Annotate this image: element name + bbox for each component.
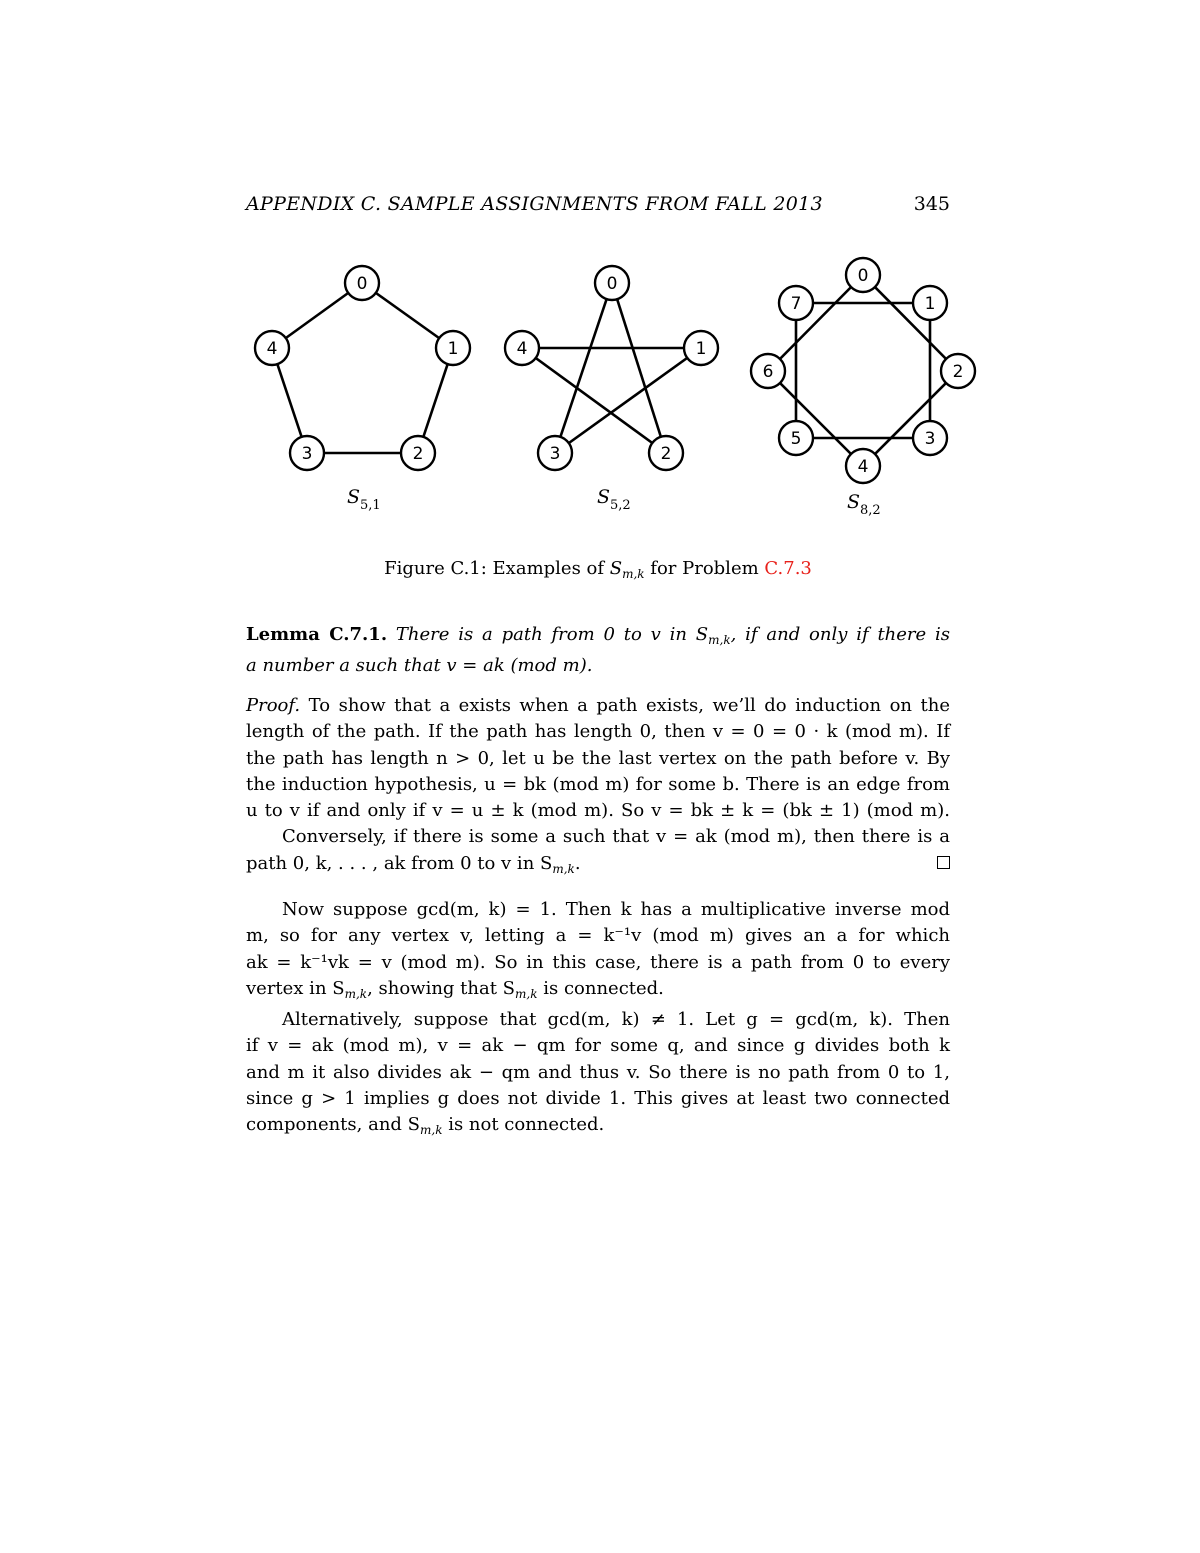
node	[913, 421, 947, 455]
paragraph-line: ak = k⁻¹vk = v (mod m). So in this case, there is a path from 0 to every	[246, 951, 950, 973]
edge	[863, 275, 958, 371]
paragraph-subscript: m,k	[515, 986, 538, 1001]
paragraph-line: m, so for any vertex v, letting a = k⁻¹v (mod m) gives an a for which	[246, 925, 950, 947]
node-label: 4	[857, 457, 869, 477]
edge	[863, 371, 958, 466]
paragraph-subscript: m,k	[420, 1123, 443, 1138]
proof-line	[246, 693, 950, 719]
node	[345, 266, 379, 300]
node	[779, 286, 813, 320]
node-label: 4	[266, 339, 278, 359]
proof-subscript: m,k	[552, 861, 575, 876]
node-label: 0	[857, 266, 869, 286]
proof-text: To show that a exists when a path exists, we’ll do induction on the	[308, 695, 950, 716]
lemma-text: , if and only if there is	[730, 624, 950, 645]
graph-label: $S_{5,2}$	[597, 486, 631, 513]
caption-subscript: m,k	[622, 567, 645, 581]
graph-s51	[255, 266, 470, 513]
problem-reference-link[interactable]: C.7.3	[764, 558, 812, 579]
node	[846, 449, 880, 483]
node	[684, 331, 718, 365]
node-label: 7	[790, 294, 802, 314]
paragraph-gcd-one	[246, 897, 950, 1144]
node-label: 2	[412, 444, 424, 464]
paragraph-line	[246, 1112, 950, 1143]
graph-label: $S_{8,2}$	[847, 491, 881, 518]
node-label: 5	[790, 429, 802, 449]
node	[846, 258, 880, 292]
node-label: 3	[301, 444, 313, 464]
figure-caption	[246, 558, 950, 581]
proof-line: u to v if and only if v = u ± k (mod m). So v = bk ± k = (bk ± 1) (mod m).	[246, 800, 950, 822]
qed-square-icon	[937, 856, 950, 869]
proof-block	[246, 693, 950, 882]
lemma-label: Lemma C.7.1.	[246, 624, 388, 645]
node-label: 4	[516, 339, 528, 359]
header-title: APPENDIX C. SAMPLE ASSIGNMENTS FROM FALL 2013	[246, 193, 823, 215]
node	[595, 266, 629, 300]
lemma-subscript: m,k	[708, 633, 731, 647]
node-label: 0	[356, 274, 368, 294]
proof-line: length of the path. If the path has length 0, then v = 0 = 0 · k (mod m). If	[246, 721, 950, 743]
node	[290, 436, 324, 470]
node-label: 3	[924, 429, 936, 449]
proof-line: the path has length n > 0, let u be the last vertex on the path before v. By	[246, 747, 950, 769]
graph-label: $S_{5,1}$	[347, 486, 381, 513]
node-label: 0	[606, 274, 618, 294]
edge	[555, 348, 701, 453]
caption-middle: for Problem	[644, 558, 765, 579]
node	[941, 354, 975, 388]
page-number: 345	[913, 193, 950, 215]
edge	[555, 283, 612, 453]
node	[538, 436, 572, 470]
proof-line	[246, 851, 950, 882]
node-label: 3	[549, 444, 561, 464]
paragraph-text: vertex in S	[246, 977, 345, 999]
proof-label: Proof.	[246, 695, 301, 716]
lemma-line: a number a such that v = ak (mod m).	[246, 655, 593, 677]
lemma-line	[246, 622, 950, 653]
node-label: 6	[762, 362, 774, 382]
paragraph-line: Now suppose gcd(m, k) = 1. Then k has a multiplicative inverse mod	[282, 899, 950, 920]
edge	[612, 283, 666, 453]
caption-symbol: S	[609, 558, 623, 579]
lemma-block	[246, 622, 950, 680]
node	[751, 354, 785, 388]
node-label: 1	[695, 339, 707, 359]
node	[779, 421, 813, 455]
proof-text: path 0, k, . . . , ak from 0 to v in S	[246, 852, 553, 874]
node-label: 2	[952, 362, 964, 382]
node	[255, 331, 289, 365]
lemma-text: There is a path from 0 to v in S	[395, 624, 709, 645]
proof-line: the induction hypothesis, u = bk (mod m) for some b. There is an edge from	[246, 773, 950, 795]
paragraph-text: is not connected.	[442, 1114, 605, 1136]
paragraph-subscript: m,k	[344, 986, 368, 1001]
figure-graphs	[0, 0, 1200, 540]
node	[913, 286, 947, 320]
node	[505, 331, 539, 365]
node	[401, 436, 435, 470]
node-label: 1	[924, 294, 936, 314]
paragraph-line	[246, 976, 950, 1007]
node-label: 2	[660, 444, 672, 464]
edge	[522, 348, 666, 453]
paragraph-line: and m it also divides ak − qm and thus v. So there is no path from 0 to 1,	[246, 1061, 950, 1083]
proof-text: .	[574, 852, 581, 874]
edge	[768, 371, 863, 466]
node-label: 1	[447, 339, 459, 359]
graph-s52	[505, 266, 718, 513]
node	[436, 331, 470, 365]
node	[649, 436, 683, 470]
caption-prefix: Figure C.1: Examples of	[384, 558, 610, 579]
graph-s82	[751, 258, 975, 518]
paragraph-line: since g > 1 implies g does not divide 1. This gives at least two connected	[246, 1088, 950, 1110]
paragraph-line: Alternatively, suppose that gcd(m, k) ≠ 1. Let g = gcd(m, k). Then	[282, 1009, 950, 1031]
edge	[768, 275, 863, 371]
paragraph-text: is connected.	[537, 977, 664, 999]
paragraph-text: , showing that S	[367, 977, 516, 999]
paragraph-text: components, and S	[246, 1114, 420, 1136]
proof-line: Conversely, if there is some a such that v = ak (mod m), then there is a	[282, 826, 950, 848]
paragraph-line: if v = ak (mod m), v = ak − qm for some q, and since g divides both k	[246, 1035, 950, 1057]
